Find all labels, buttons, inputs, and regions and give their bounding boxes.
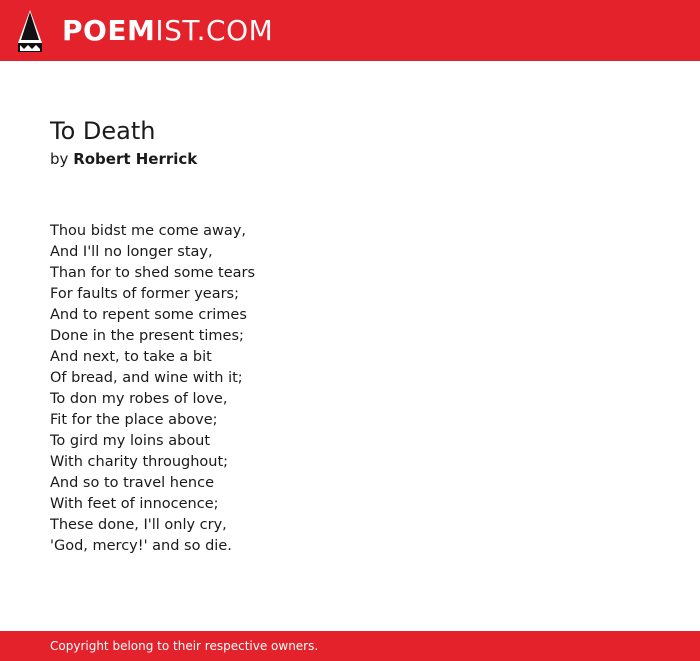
poem-line: Fit for the place above; [50, 412, 218, 428]
poem-line: 'God, mercy!' and so die. [50, 538, 232, 554]
logo-text-bold: POEM [62, 13, 156, 47]
site-footer [0, 631, 700, 661]
poem-line: And I'll no longer stay, [50, 244, 213, 260]
poem-line: To gird my loins about [50, 433, 211, 449]
poem-line: These done, I'll only cry, [50, 517, 227, 533]
poem-line: Than for to shed some tears [50, 265, 256, 281]
poem-line: With charity throughout; [50, 454, 229, 470]
poem-line: With feet of innocence; [50, 496, 219, 512]
poem-line: And next, to take a bit [50, 349, 212, 365]
copyright-text: Copyright belong to their respective owners. [50, 639, 319, 653]
logo-text [62, 13, 274, 47]
poem-title: To Death [50, 117, 156, 145]
site-logo-link[interactable] [18, 0, 273, 61]
byline [50, 149, 650, 169]
logo-text-light: IST.COM [155, 13, 274, 47]
site-header [0, 0, 700, 61]
author-name: Robert Herrick [73, 150, 198, 168]
poem-content [50, 116, 650, 557]
by-label: by [50, 150, 69, 168]
poem-line: And so to travel hence [50, 475, 214, 491]
poem-line: Of bread, and wine with it; [50, 370, 243, 386]
pencil-icon [18, 10, 42, 52]
poem-line: For faults of former years; [50, 286, 239, 302]
poem-line: Done in the present times; [50, 328, 244, 344]
poem-line: To don my robes of love, [50, 391, 228, 407]
poem-body [50, 221, 650, 557]
poem-line: Thou bidst me come away, [50, 223, 246, 239]
poem-line: And to repent some crimes [50, 307, 247, 323]
